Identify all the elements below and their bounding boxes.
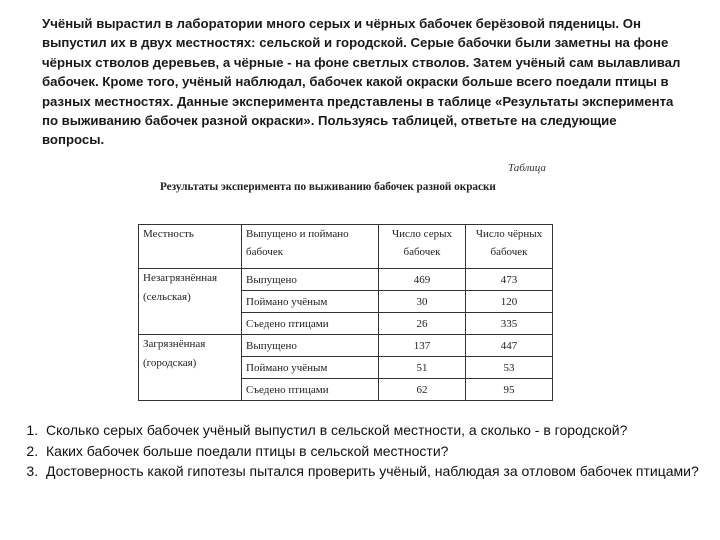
table-row: [139, 269, 553, 291]
black-value: 53: [466, 357, 553, 379]
header-grey-count: Число серых бабочек: [379, 225, 466, 269]
questions-list: [0, 420, 720, 482]
black-value: 120: [466, 291, 553, 313]
row-label: Поймано учёным: [242, 357, 379, 379]
grey-value: 137: [379, 335, 466, 357]
question-item: 3. Достоверность какой гипотезы пытался проверить учёный, наблюдая за отловом бабочек птицами?: [42, 461, 720, 482]
black-value: 473: [466, 269, 553, 291]
row-label: Выпущено: [242, 335, 379, 357]
intro-paragraph: Учёный вырастил в лаборатории много серых и чёрных бабочек берёзовой пяденицы. Он выпустил их в двух местностях: сельской и городской. Серые бабочки были заметны на фоне чёрных стволов деревьев, а чёрные - на фоне светлых стволов. Затем учёный сам вылавливал бабочек. Кроме того, учёный наблюдал, бабочек какой окраски больше всего поедали птицы в разных местностях. Данные эксперимента представлены в таблице «Результаты эксперимента по выживанию бабочек разной окраски». Пользуясь таблицей, ответьте на следующие вопросы.: [42, 16, 681, 148]
black-value: 95: [466, 379, 553, 401]
question-item: 2. Каких бабочек больше поедали птицы в сельской местности?: [42, 441, 720, 462]
row-label: Поймано учёным: [242, 291, 379, 313]
header-released-caught: Выпущено и поймано бабочек: [242, 225, 379, 269]
question-item: 1. Сколько серых бабочек учёный выпустил в сельской местности, а сколько - в городской?: [42, 420, 720, 441]
header-area: Местность: [139, 225, 242, 269]
black-value: 335: [466, 313, 553, 335]
area-cell-urban: Загрязнённая (городская): [139, 335, 242, 401]
row-label: Съедено птицами: [242, 313, 379, 335]
table-caption: Таблица: [508, 162, 546, 174]
table-header-row: [139, 225, 553, 269]
table-title: Результаты эксперимента по выживанию бабочек разной окраски: [160, 181, 496, 193]
row-label: Съедено птицами: [242, 379, 379, 401]
grey-value: 469: [379, 269, 466, 291]
row-label: Выпущено: [242, 269, 379, 291]
grey-value: 30: [379, 291, 466, 313]
table-row: [139, 335, 553, 357]
area-cell-rural: Незагрязнённая (сельская): [139, 269, 242, 335]
black-value: 447: [466, 335, 553, 357]
grey-value: 51: [379, 357, 466, 379]
header-black-count: Число чёрных бабочек: [466, 225, 553, 269]
results-table: [138, 224, 553, 401]
grey-value: 62: [379, 379, 466, 401]
grey-value: 26: [379, 313, 466, 335]
